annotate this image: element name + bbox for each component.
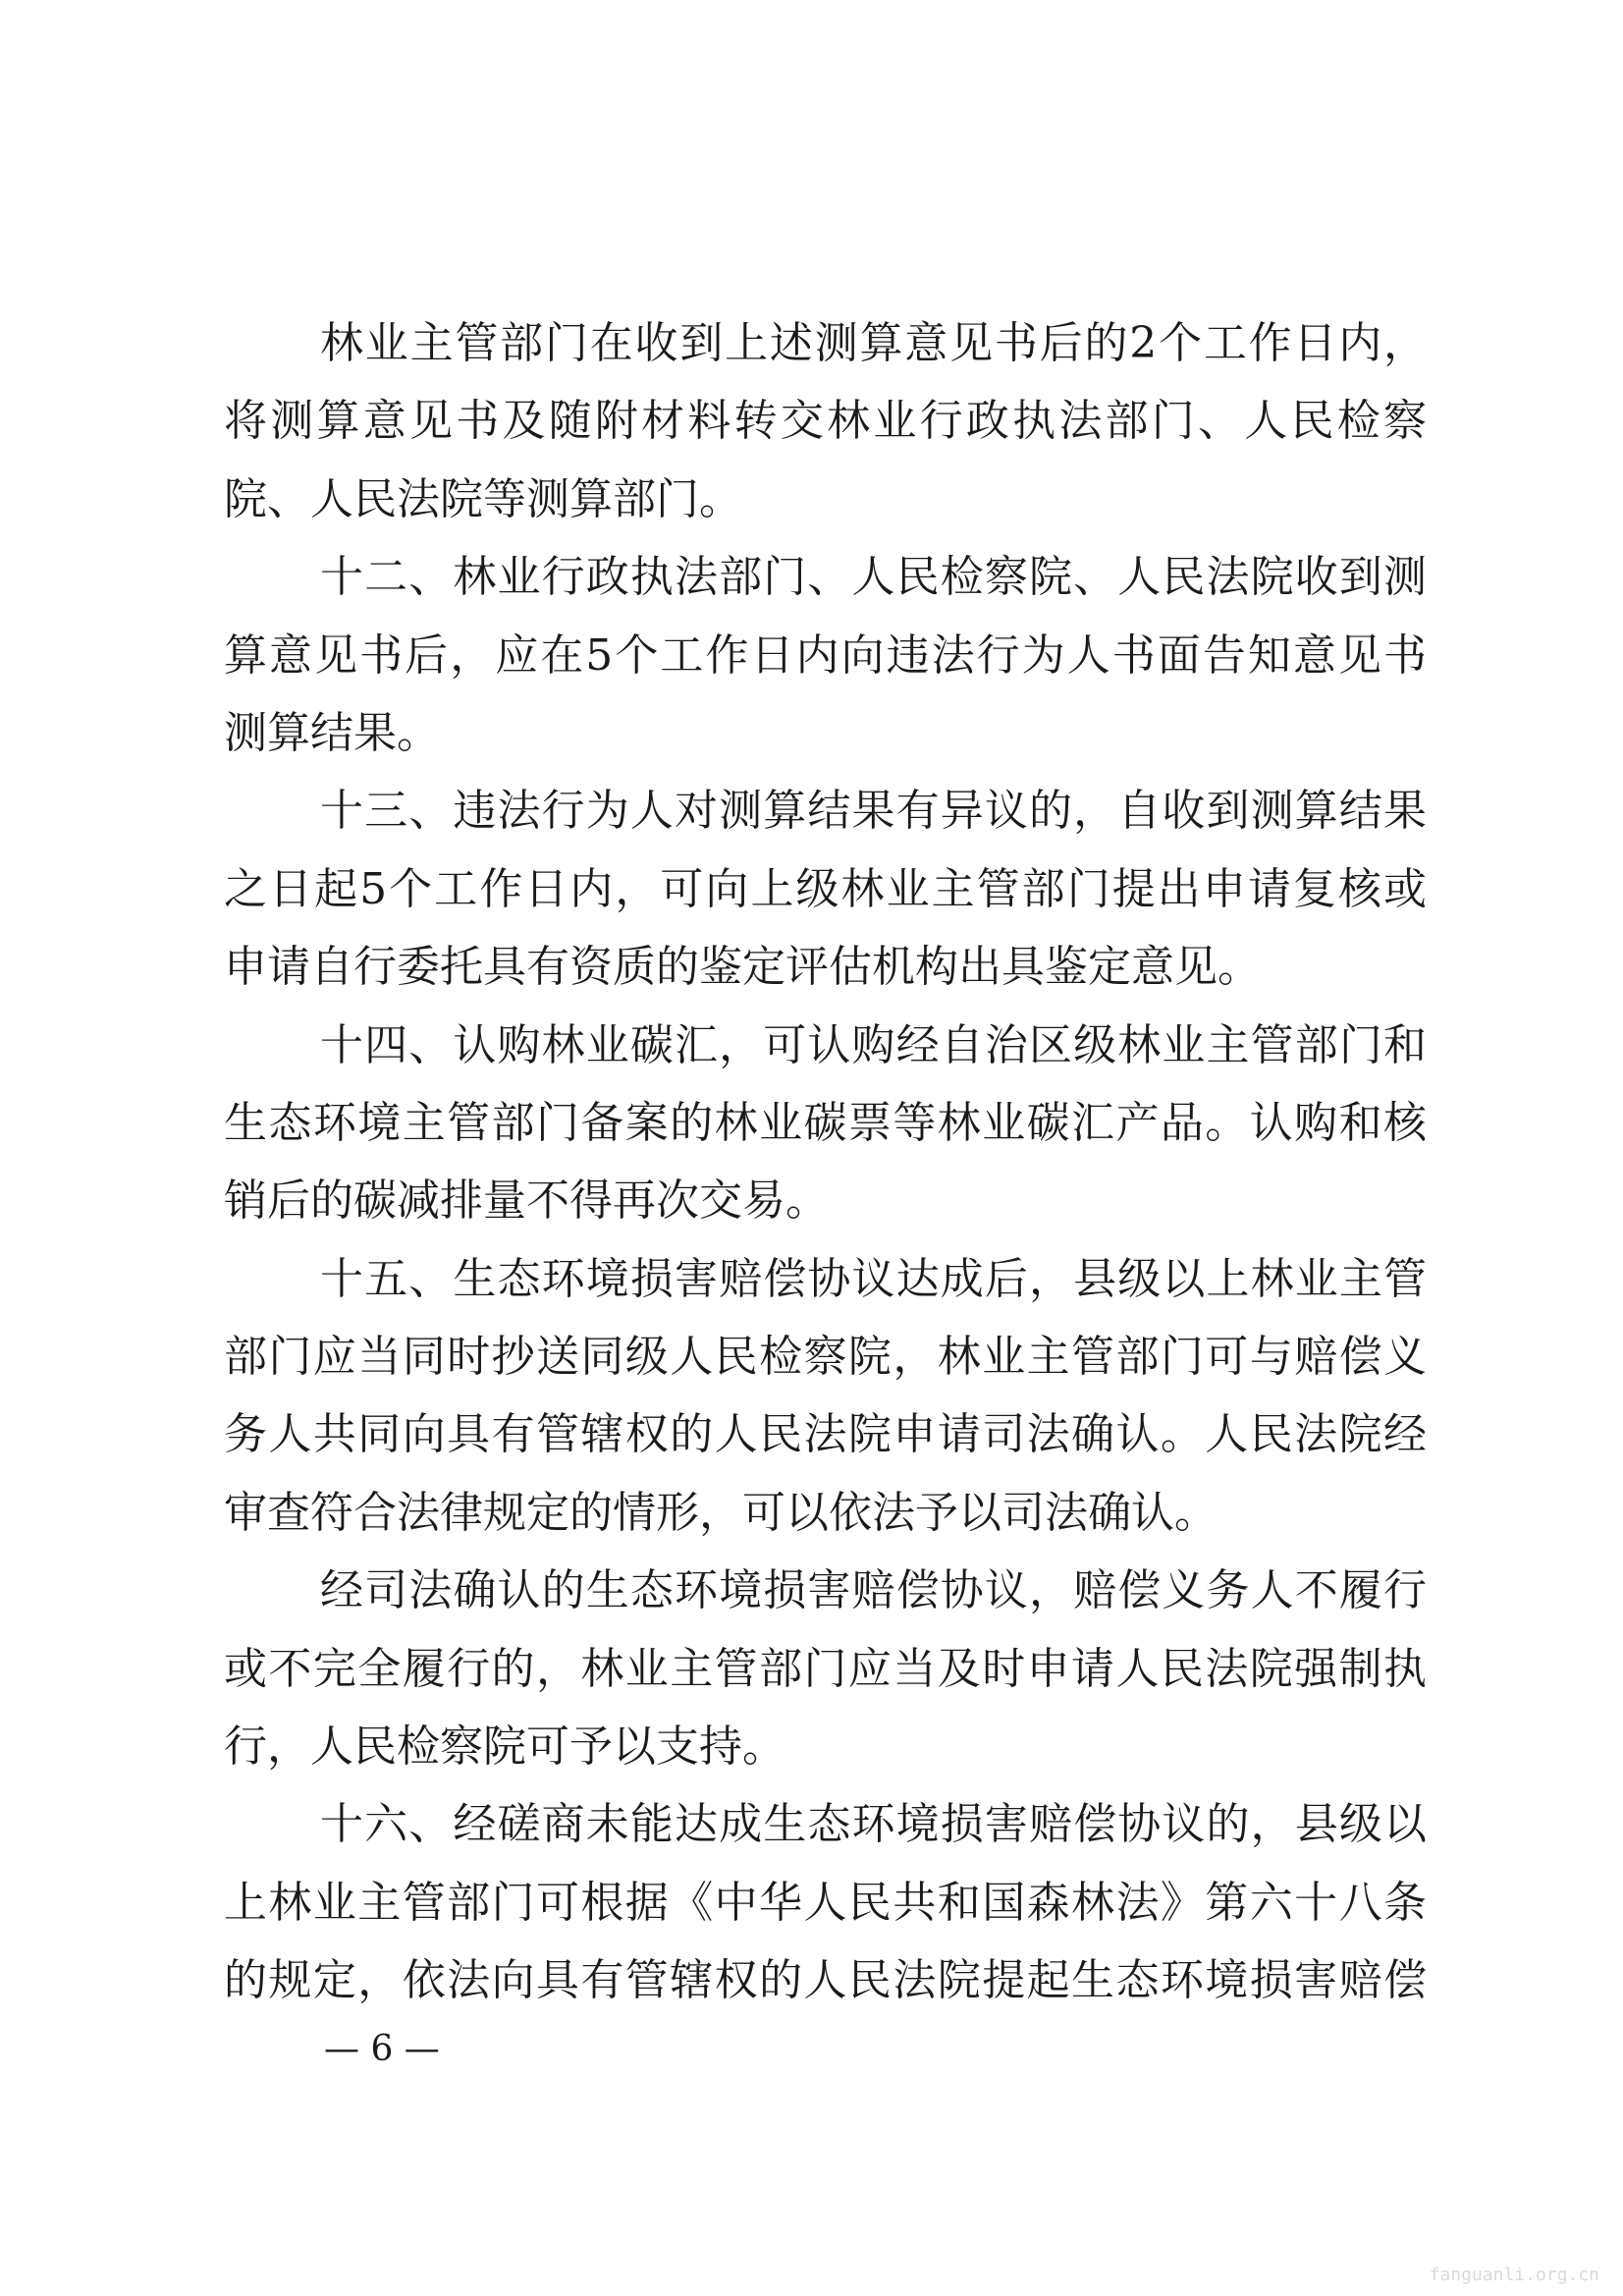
text-line: 或不完全履行的，林业主管部门应当及时申请人民法院强制执 xyxy=(224,1643,1427,1694)
text-line: 测算结果。 xyxy=(224,707,440,758)
text-line: 院、人民法院等测算部门。 xyxy=(224,473,742,524)
text-line: 算意见书后，应在5个工作日内向违法行为人书面告知意见书 xyxy=(224,629,1427,681)
text-line: 申请自行委托具有资质的鉴定评估机构出具鉴定意见。 xyxy=(224,942,1261,993)
text-line: 的规定，依法向具有管辖权的人民法院提起生态环境损害赔偿 xyxy=(224,1955,1427,2006)
document-body xyxy=(224,304,1427,2020)
text-line: 审查符合法律规定的情形，可以依法予以司法确认。 xyxy=(224,1487,1217,1538)
text-line: 将测算意见书及随附材料转交林业行政执法部门、人民检察 xyxy=(224,396,1427,447)
text-line: 部门应当同时抄送同级人民检察院，林业主管部门可与赔偿义 xyxy=(224,1332,1427,1383)
text-line: 销后的碳减排量不得再次交易。 xyxy=(224,1175,829,1227)
text-line: 务人共同向具有管辖权的人民法院申请司法确认。人民法院经 xyxy=(224,1409,1427,1460)
text-line: 林业主管部门在收到上述测算意见书后的2个工作日内， xyxy=(320,318,1427,368)
text-line: 生态环境主管部门备案的林业碳票等林业碳汇产品。认购和核 xyxy=(224,1097,1427,1148)
text-line: 行，人民检察院可予以支持。 xyxy=(224,1722,785,1773)
text-line: 十三、违法行为人对测算结果有异议的，自收到测算结果 xyxy=(320,786,1427,837)
text-line: 上林业主管部门可根据《中华人民共和国森林法》第六十八条 xyxy=(224,1877,1427,1928)
text-line: 经司法确认的生态环境损害赔偿协议，赔偿义务人不履行 xyxy=(320,1565,1427,1616)
page-number: — 6 — xyxy=(324,2029,440,2069)
text-line: 十五、生态环境损害赔偿协议达成后，县级以上林业主管 xyxy=(320,1253,1427,1304)
text-line: 十六、经磋商未能达成生态环境损害赔偿协议的，县级以 xyxy=(320,1799,1427,1850)
text-line: 之日起5个工作日内，可向上级林业主管部门提出申请复核或 xyxy=(224,863,1427,914)
watermark: fanguanli.org.cn xyxy=(1429,2265,1599,2285)
text-line: 十二、林业行政执法部门、人民检察院、人民法院收到测 xyxy=(320,552,1427,603)
text-line: 十四、认购林业碳汇，可认购经自治区级林业主管部门和 xyxy=(320,1019,1427,1070)
